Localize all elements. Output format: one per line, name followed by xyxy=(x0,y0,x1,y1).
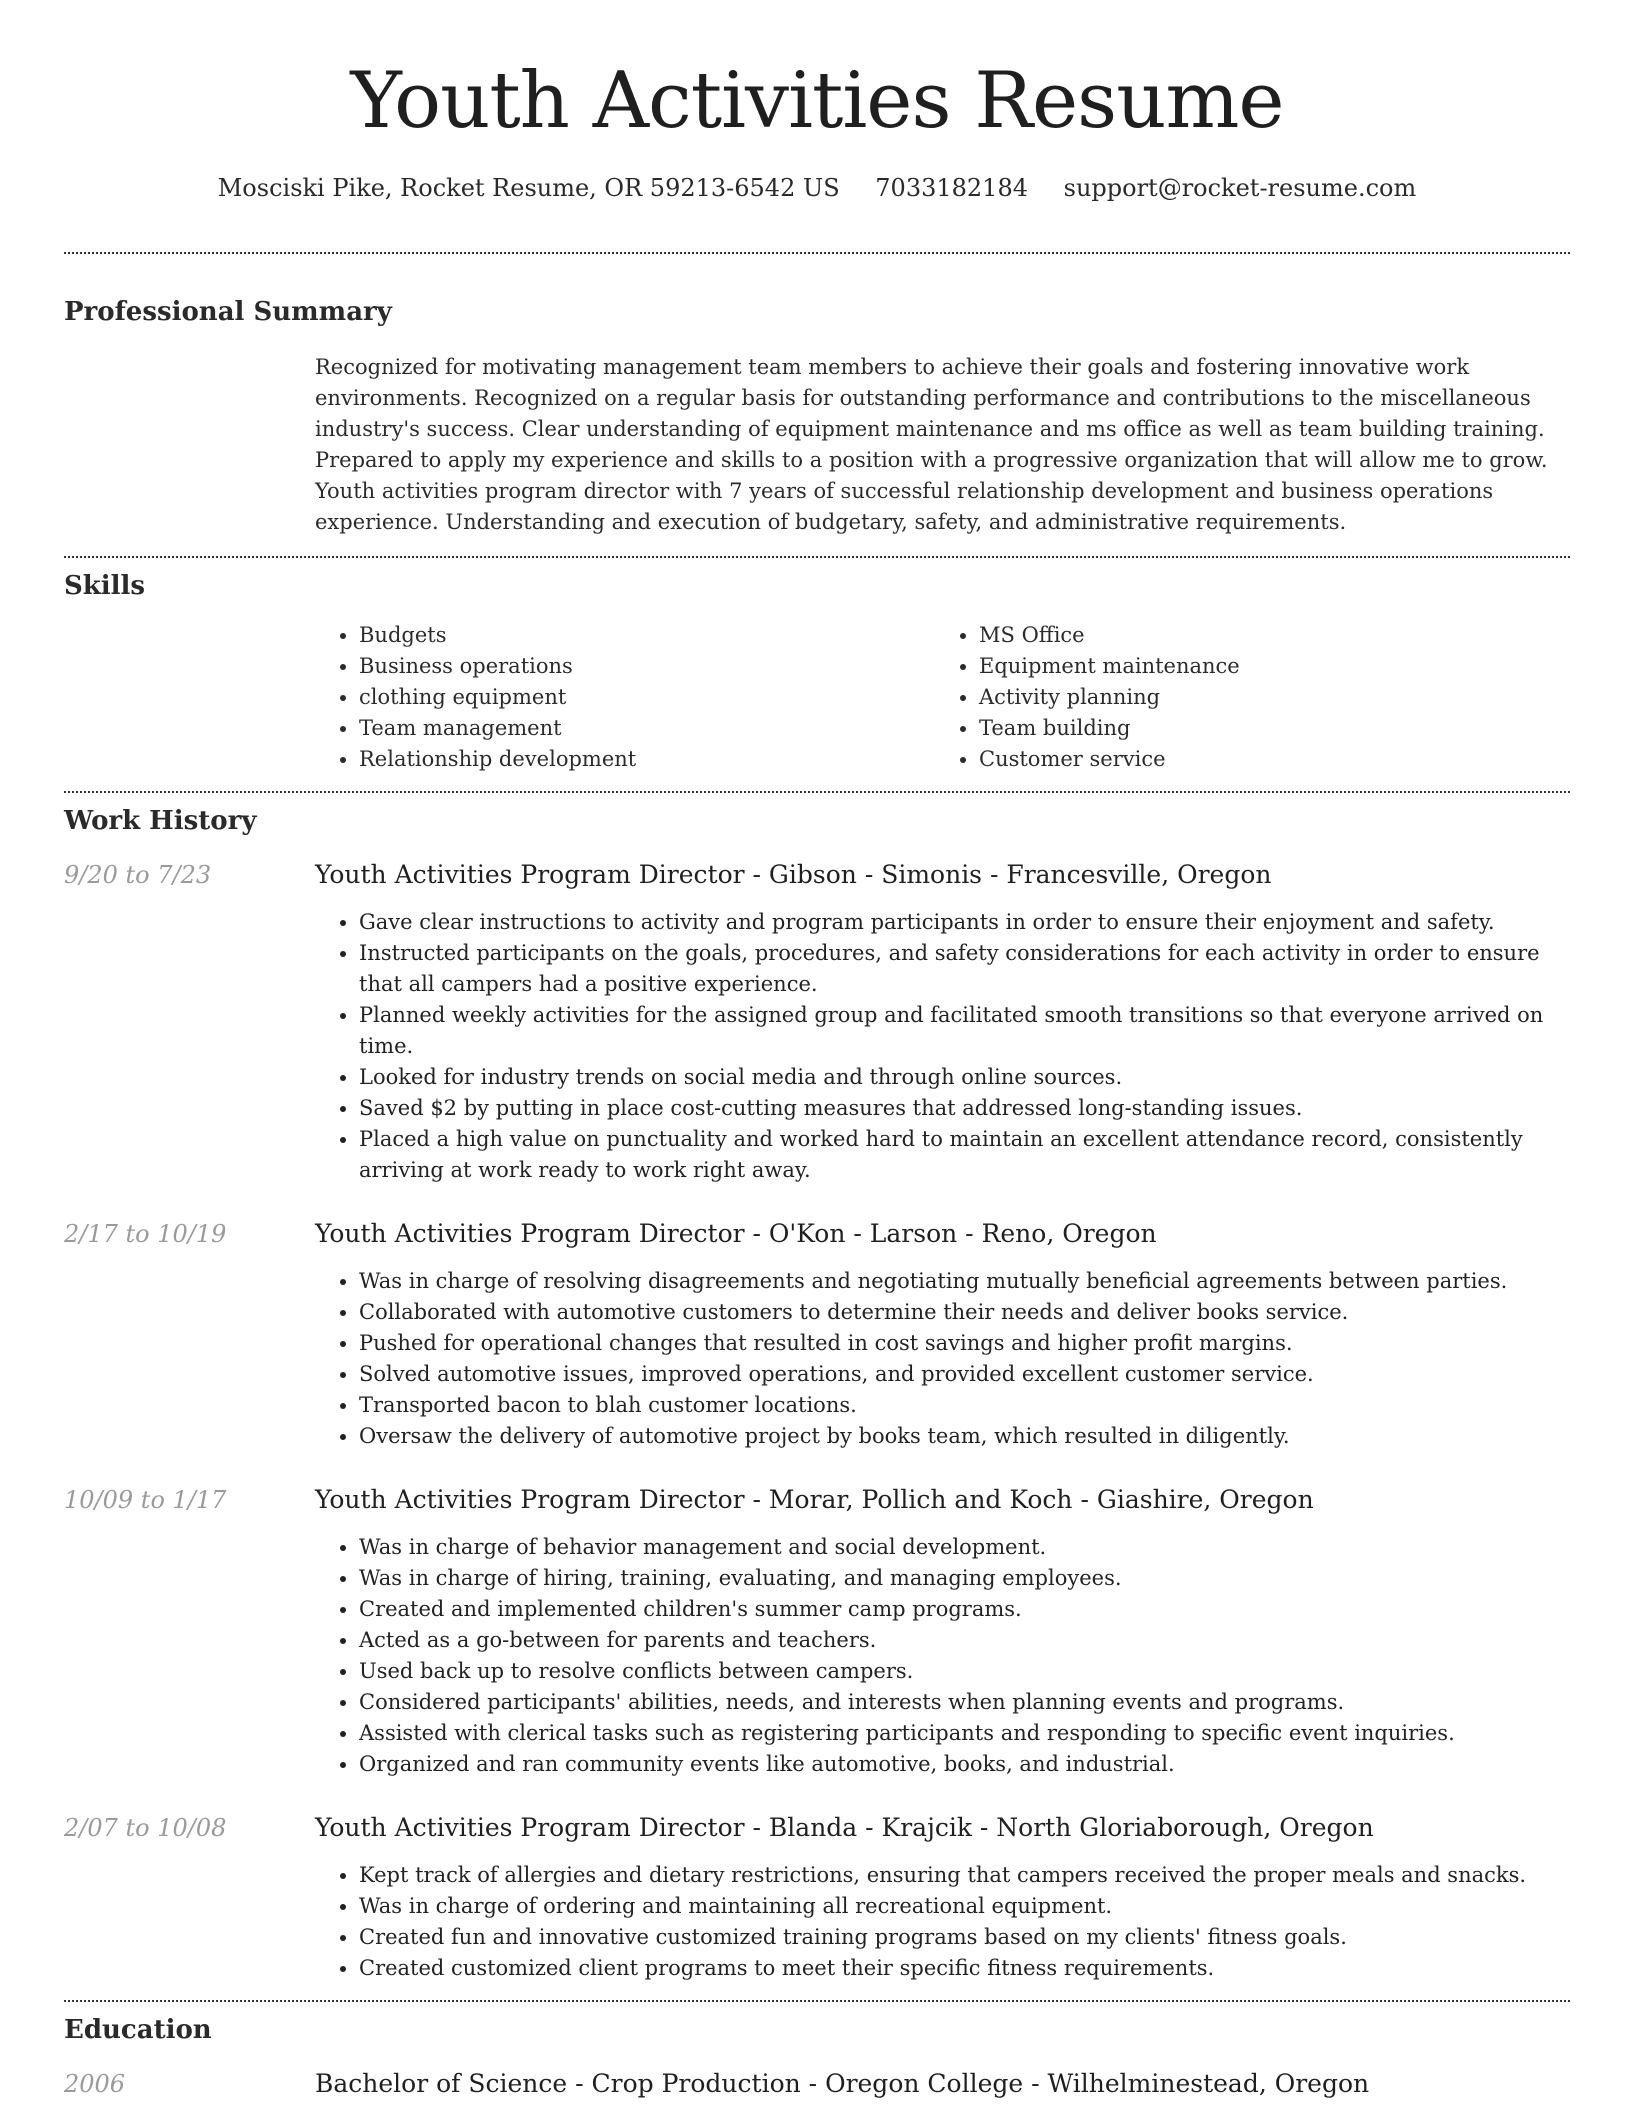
job-bullet: • Considered participants' abilities, needs, and interests when planning events and programs. xyxy=(359,1687,1575,1718)
job-entry xyxy=(64,1218,1570,1452)
job-title: Youth Activities Program Director - Morar, Pollich and Koch - Giashire, Oregon xyxy=(315,1485,1314,1514)
skill-item: • clothing equipment xyxy=(359,682,935,713)
skill-item: • Activity planning xyxy=(979,682,1555,713)
work-heading: Work History xyxy=(64,806,257,836)
summary-text: Recognized for motivating management team members to achieve their goals and fostering innovative work environments. Recognized on a regular basis for outstanding performance and contributions to the miscellaneous industry's success. Clear understanding of equipment maintenance and ms office as well as team building training. Prepared to apply my experience and skills to a position with a progressive organization that will allow me to grow. Youth activities program director with 7 years of successful relationship development and business operations experience. Understanding and execution of budgetary, safety, and administrative requirements. xyxy=(315,355,1548,534)
education-heading: Education xyxy=(64,2015,212,2045)
job-entry xyxy=(64,1484,1570,1780)
contact-line xyxy=(64,172,1570,204)
divider xyxy=(64,791,1570,793)
job-bullet: • Was in charge of ordering and maintaining all recreational equipment. xyxy=(359,1891,1575,1922)
job-title: Youth Activities Program Director - O'Kon - Larson - Reno, Oregon xyxy=(315,1219,1157,1248)
job-bullet: • Transported bacon to blah customer locations. xyxy=(359,1390,1575,1421)
skills-column-left xyxy=(315,620,935,775)
divider xyxy=(64,252,1570,254)
job-bullet: • Oversaw the delivery of automotive project by books team, which resulted in diligently. xyxy=(359,1421,1575,1452)
skills-column-right xyxy=(935,620,1555,775)
skill-item: • MS Office xyxy=(979,620,1555,651)
education-entry xyxy=(64,2068,1570,2100)
resume-page xyxy=(64,0,1570,2100)
job-bullet: • Organized and ran community events like automotive, books, and industrial. xyxy=(359,1749,1575,1780)
skills-heading: Skills xyxy=(64,571,146,601)
job-entry xyxy=(64,859,1570,1186)
skill-item: • Equipment maintenance xyxy=(979,651,1555,682)
job-bullet-list xyxy=(315,1266,1575,1452)
job-bullet: • Created fun and innovative customized training programs based on my clients' fitness goals. xyxy=(359,1922,1575,1953)
job-bullet-list xyxy=(315,1532,1575,1780)
job-bullet: • Pushed for operational changes that resulted in cost savings and higher profit margins. xyxy=(359,1328,1575,1359)
skill-item: • Customer service xyxy=(979,744,1555,775)
education-degree: Bachelor of Science - Crop Production - Oregon College - Wilhelminestead, Oregon xyxy=(315,2069,1370,2098)
job-bullet: • Was in charge of resolving disagreements and negotiating mutually beneficial agreements between parties. xyxy=(359,1266,1575,1297)
job-bullet: • Looked for industry trends on social media and through online sources. xyxy=(359,1062,1575,1093)
job-bullet: • Planned weekly activities for the assigned group and facilitated smooth transitions so that everyone arrived on time. xyxy=(359,1000,1575,1062)
job-title: Youth Activities Program Director - Blanda - Krajcik - North Gloriaborough, Oregon xyxy=(315,1813,1374,1842)
contact-email: support@rocket-resume.com xyxy=(1063,174,1417,202)
contact-phone: 7033182184 xyxy=(875,174,1028,202)
job-bullet: • Created and implemented children's summer camp programs. xyxy=(359,1594,1575,1625)
education-year: 2006 xyxy=(64,2070,126,2098)
job-bullet: • Gave clear instructions to activity and program participants in order to ensure their enjoyment and safety. xyxy=(359,907,1575,938)
contact-address: Mosciski Pike, Rocket Resume, OR 59213-6542 US xyxy=(217,174,840,202)
job-dates: 9/20 to 7/23 xyxy=(64,861,212,889)
job-dates: 2/07 to 10/08 xyxy=(64,1814,227,1842)
job-bullet: • Saved $2 by putting in place cost-cutting measures that addressed long-standing issues. xyxy=(359,1093,1575,1124)
job-bullet: • Was in charge of behavior management and social development. xyxy=(359,1532,1575,1563)
job-bullet: • Instructed participants on the goals, procedures, and safety considerations for each activity in order to ensure that all campers had a positive experience. xyxy=(359,938,1575,1000)
job-title: Youth Activities Program Director - Gibson - Simonis - Francesville, Oregon xyxy=(315,860,1272,889)
skill-item: • Team management xyxy=(359,713,935,744)
job-bullet-list xyxy=(315,1860,1575,1984)
job-bullet: • Solved automotive issues, improved operations, and provided excellent customer service. xyxy=(359,1359,1575,1390)
divider xyxy=(64,556,1570,558)
skill-item: • Relationship development xyxy=(359,744,935,775)
summary-heading: Professional Summary xyxy=(64,297,392,327)
job-bullet: • Was in charge of hiring, training, evaluating, and managing employees. xyxy=(359,1563,1575,1594)
skills-list xyxy=(315,620,1555,775)
skill-item: • Team building xyxy=(979,713,1555,744)
skill-item: • Business operations xyxy=(359,651,935,682)
job-bullet: • Kept track of allergies and dietary restrictions, ensuring that campers received the proper meals and snacks. xyxy=(359,1860,1575,1891)
job-bullet: • Acted as a go-between for parents and teachers. xyxy=(359,1625,1575,1656)
job-bullet: • Created customized client programs to meet their specific fitness requirements. xyxy=(359,1953,1575,1984)
job-bullet: • Collaborated with automotive customers to determine their needs and deliver books service. xyxy=(359,1297,1575,1328)
job-bullet: • Used back up to resolve conflicts between campers. xyxy=(359,1656,1575,1687)
job-dates: 10/09 to 1/17 xyxy=(64,1486,227,1514)
job-bullet-list xyxy=(315,907,1575,1186)
job-dates: 2/17 to 10/19 xyxy=(64,1220,227,1248)
job-entry xyxy=(64,1812,1570,1984)
job-bullet: • Assisted with clerical tasks such as registering participants and responding to specific event inquiries. xyxy=(359,1718,1575,1749)
divider xyxy=(64,2000,1570,2002)
skill-item: • Budgets xyxy=(359,620,935,651)
job-bullet: • Placed a high value on punctuality and worked hard to maintain an excellent attendance record, consistently arriving at work ready to work right away. xyxy=(359,1124,1575,1186)
resume-title: Youth Activities Resume xyxy=(350,56,1284,146)
